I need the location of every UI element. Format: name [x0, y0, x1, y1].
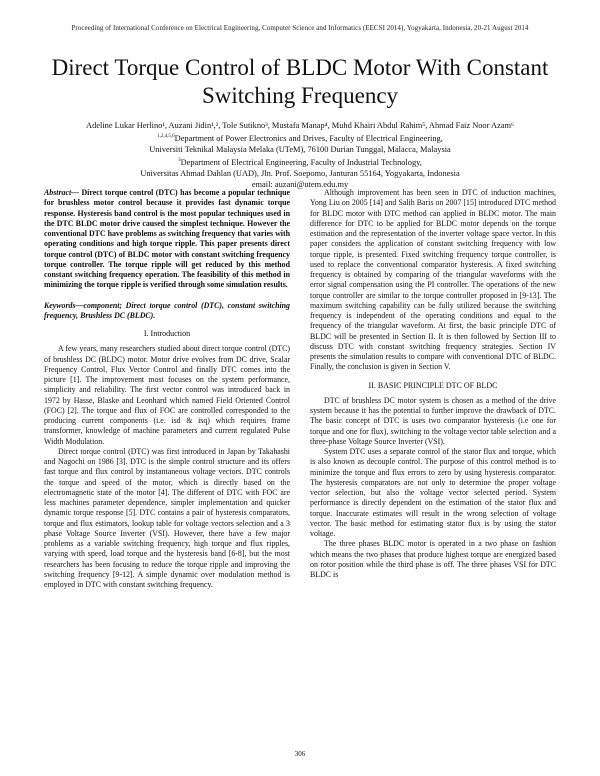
affiliation-1-line: [20, 131, 580, 144]
right-column: [310, 188, 556, 580]
keywords: Keywords—component; Direct torque control (DTC), constant switching frequency, Brushless DC (BLDC).: [44, 300, 290, 320]
affiliation-2-address: Universitas Ahmad Dahlan (UAD), Jln. Prof. Soepomo, Janturan 55164, Yogyakarta, Indonesia: [140, 168, 460, 178]
author-block: [20, 120, 580, 190]
abstract: [44, 188, 290, 291]
contact-email: email: auzani@utem.edu.my: [251, 179, 349, 189]
abstract-lead: Abstract—: [44, 188, 80, 197]
paragraph: Direct torque control (DTC) was first introduced in Japan by Takahashi and Nagochi on 1986 [3]. DTC is the simple control structure and its offers fast torque and flux control by instantaneous voltage vectors. DTC controls the torque and speed of the motor, which is directly based on the electromagnetic state of the motor [4]. The different of DTC with FOC are less machines parameter dependence, simpler implementation and quicker dynamic torque response [5]. DTC contains a pair of hysteresis comparators, torque and flux estimators, lookup table for voltage vectors selection and a 3 phase Voltage Source Inverter (VSI). However, there have a few major problems as a variable switching frequency, high torque and flux ripples, varying with speed, load torque and the hysteresis band [6-8], but the most researchers has been focusing to reduce the torque ripple and improving the switching frequency [9-12]. A simple dynamic over modulation method is employed in DTC with constant switching frequency.: [44, 446, 290, 589]
affiliation-1-marks: 1,2,4,5,6: [157, 134, 175, 139]
paragraph: DTC of brushless DC motor system is chosen as a method of the drive system because it has the potential to further improve the drawback of DTC. The basic concept of DTC is uses two comparator hysteresis (i.e one for torque and one for flux), switching to the voltage vector table selection and a three-phase Voltage Source Inverter (VSI).: [310, 395, 556, 446]
affiliation-2-mark: 3: [178, 157, 181, 163]
paragraph: The three phases BLDC motor is operated in a two phase on fashion which means the two phases that produce highest torque are energized based on rotor position while the third phase is off. The three phases VSI for DTC BLDC is: [310, 539, 556, 579]
abstract-text: Direct torque control (DTC) has become a popular technique for brushless motor control because it provides fast dynamic torque response. Hysteresis band control is the most popular techniques used in the DTC BLDC motor drive caused the simplest technique. However the conventional DTC have problems as switching frequency that varies with operating conditions and high torque ripple. This paper presents direct torque control (DTC) of BLDC motor with constant switching frequency torque controller. The torque ripple will get reduced by this method constant switching frequency operation. The feasibility of this method in minimizing the torque ripple is verified through some simulation results.: [44, 188, 290, 290]
section-heading-basic-principle: II. BASIC PRINCIPLE DTC OF BLDC: [368, 380, 498, 390]
paragraph: System DTC uses a separate control of the stator flux and torque, which is also known as decouple control. The purpose of this control method is to minimize the torque and flux errors to zero by using hysteresis comparator. The hysteresis comparators are not only to determine the proper voltage vector selection, but also the voltage vector selected period. System performance is directly dependent on the estimation of the stator flux and torque. Inaccurate estimates will result in the wrong selection of voltage vector. The basic method for estimating stator flux is by using the stator voltage.: [310, 447, 556, 538]
proceedings-header: Proceeding of International Conference on Electrical Engineering, Computer Science and Informatics (EECSI 2014), Yogyakarta, Indonesia, 20-21 August 2014: [71, 24, 529, 32]
page-number: 306: [294, 750, 306, 758]
paragraph: Although improvement has been seen in DTC of induction machines, Yong Liu on 2005 [14] and Salih Baris on 2007 [15] introduced DTC method for BLDC motor with DTC method can applied in BLDC motor. The main difference for DTC to be applied for BLDC motor depends on the torque estimation and the representation of the inverter voltage space vector. In this paper considers the application of constant switching frequency with low torque ripple, is presented. Fixed switching frequency torque controller, is used to replace the conventional comparator hysteresis. A fixed switching frequency is obtained by comparing of the triangular waveforms with the error signal compensation using the PI controller. The operations of the new torque controller are similar to the torque controller proposed in [9-13]. The maximum switching capability can be fully utilized because the switching frequency is independent of the operating conditions and equal to the frequency of the triangular waveform. At first, the basic principle DTC of BLDC will be presented in Section II. It is then followed by Section III to discuss DTC with constant switching frequency strategies. Section IV presents the simulation results to compare with conventional DTC of BLDC. Finally, the conclusion is given in Section V.: [310, 188, 556, 372]
left-column: [44, 188, 290, 590]
affiliation-1: Department of Power Electronics and Drives, Faculty of Electrical Engineering,: [174, 133, 443, 143]
affiliation-2-line: [20, 155, 580, 168]
affiliation-2: Department of Electrical Engineering, Faculty of Industrial Technology,: [180, 157, 422, 167]
paragraph: A few years, many researchers studied about direct torque control (DTC) of brushless DC (BLDC) motor. Motor drive evolves from DC drive, Scalar Frequency Control, Flux Vector Control and finally DTC comes into the picture [1]. The improvement most focuses on the system performance, simplicity and reliability. The first vector control was introduced back in 1972 by Hasse, Blaske and Leonhard which named Field Oriented Control (FOC) [2]. The torque and flux of FOC are controlled corresponded to the producing current components (i.e. isd & isq) which requires frame transformer, knowledge of machine parameters and current regulated Pulse Width Modulation.: [44, 344, 290, 446]
author-list: Adeline Lukar Herlino¹, Auzani Jidin¹,², Tole Sutikno³, Mustafa Manap⁴, Muhd Khairi Abdul Rahim⁵, Ahmad Faiz Noor Azam⁶: [86, 121, 514, 130]
affiliation-1-address: Universiti Teknikal Malaysia Melaka (UTeM), 76100 Durian Tunggal, Malacca, Malaysia: [149, 144, 451, 154]
paper-title: Direct Torque Control of BLDC Motor With Constant Switching Frequency: [51, 55, 549, 108]
section-heading-introduction: I. Introduction: [143, 329, 191, 338]
